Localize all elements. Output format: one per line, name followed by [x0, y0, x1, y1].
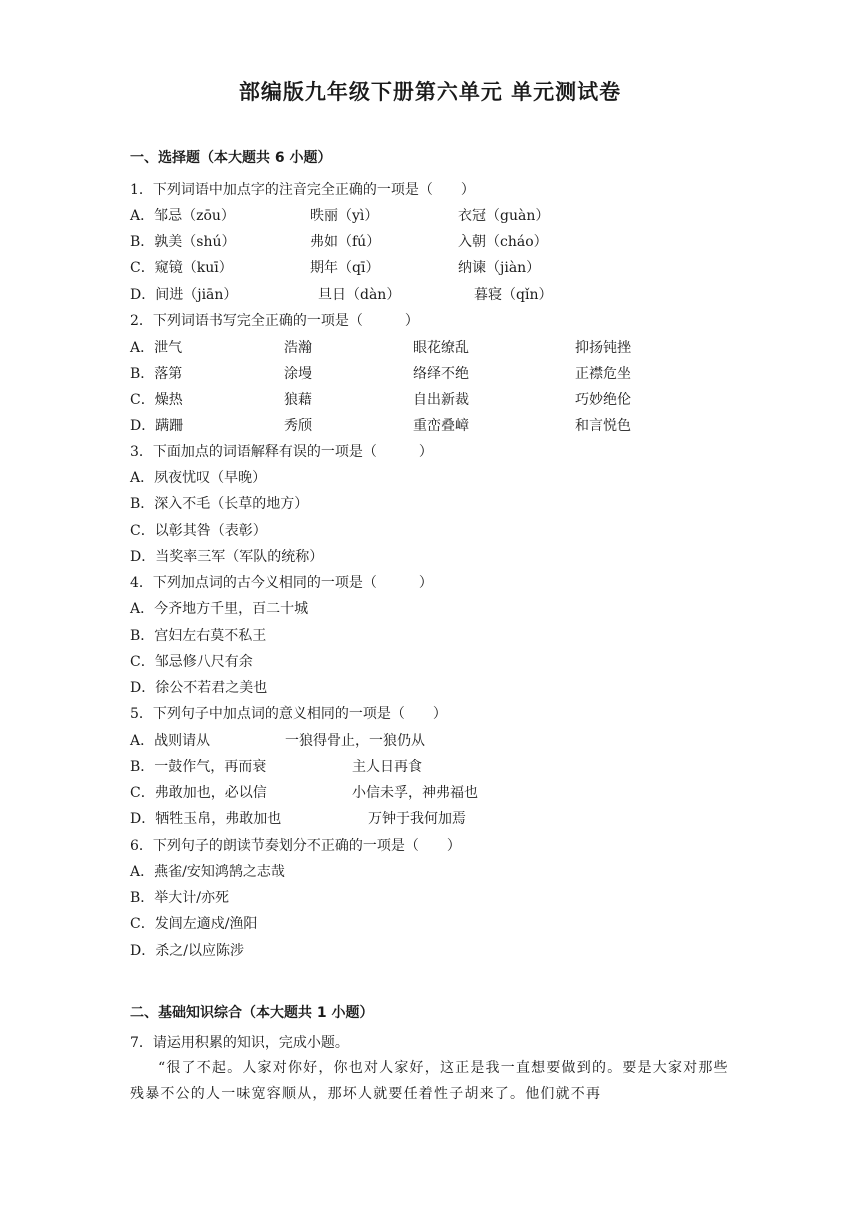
q5-c-1: C．弗敢加也，必以信	[130, 785, 267, 801]
q5-b-1: B．一鼓作气，再而衰	[130, 759, 267, 775]
q1-a-3: 衣冠（guàn）	[458, 208, 550, 224]
q1-d-1: D．间进（jiān）	[130, 287, 238, 303]
q2-b-4: 正襟危坐	[575, 366, 631, 382]
q2-c-4: 巧妙绝伦	[575, 392, 631, 408]
q1-b-2: 弗如（fú）	[310, 234, 381, 250]
q5-b-2: 主人日再食	[352, 759, 422, 775]
section-heading-choice: 一、选择题（本大题共 6 小题）	[130, 150, 332, 166]
q1-d-2: 旦日（dàn）	[318, 287, 401, 303]
q2-option-row	[130, 415, 730, 435]
question-3-stem: 3．下面加点的词语解释有误的一项是（ ）	[130, 444, 433, 460]
q5-a-1: A．战则请从	[130, 733, 211, 749]
q1-c-3: 纳谏（jiàn）	[458, 260, 541, 276]
q5-a-2: 一狼得骨止，一狼仍从	[285, 733, 425, 749]
q5-option-row	[130, 808, 730, 828]
question-1-stem: 1．下列词语中加点字的注音完全正确的一项是（ ）	[130, 182, 475, 198]
q2-option-row	[130, 363, 730, 383]
question-4-stem: 4．下列加点词的古今义相同的一项是（ ）	[130, 575, 433, 591]
q2-d-1: D．蹒跚	[130, 418, 184, 434]
q2-a-2: 浩瀚	[284, 340, 312, 356]
q1-option-row	[130, 257, 730, 277]
q5-c-2: 小信未孚，神弗福也	[352, 785, 478, 801]
q5-option-row	[130, 756, 730, 776]
q1-d-3: 暮寝（qǐn）	[474, 287, 553, 303]
q1-option-row	[130, 231, 730, 251]
q6-option-d: D．杀之/以应陈涉	[130, 943, 244, 959]
section-heading-basics: 二、基础知识综合（本大题共 1 小题）	[130, 1005, 374, 1021]
question-7-stem: 7．请运用积累的知识，完成小题。	[130, 1035, 349, 1051]
q5-option-row	[130, 730, 730, 750]
q5-option-row	[130, 782, 730, 802]
q2-option-row	[130, 389, 730, 409]
q1-option-row	[130, 284, 730, 304]
q6-option-c: C．发闾左適戍/渔阳	[130, 916, 258, 932]
q2-c-2: 狼藉	[284, 392, 312, 408]
q5-d-2: 万钟于我何加焉	[368, 811, 466, 827]
q1-option-row	[130, 205, 730, 225]
q2-d-4: 和言悦色	[575, 418, 631, 434]
q1-c-2: 期年（qī）	[310, 260, 380, 276]
q2-a-1: A．泄气	[130, 340, 183, 356]
q6-option-b: B．举大计/亦死	[130, 890, 230, 906]
page-title: 部编版九年级下册第六单元 单元测试卷	[238, 80, 622, 104]
q6-option-a: A．燕雀/安知鸿鹄之志哉	[130, 864, 285, 880]
q4-option-d: D．徐公不若君之美也	[130, 680, 268, 696]
question-6-stem: 6．下列句子的朗读节奏划分不正确的一项是（ ）	[130, 838, 461, 854]
q2-a-4: 抑扬钝挫	[575, 340, 631, 356]
q1-a-2: 昳丽（yì）	[310, 208, 379, 224]
q2-d-2: 秀颀	[284, 418, 312, 434]
q1-c-1: C．窥镜（kuī）	[130, 260, 233, 276]
q4-option-b: B．宫妇左右莫不私王	[130, 628, 267, 644]
q3-option-a: A．夙夜忧叹（早晚）	[130, 470, 267, 486]
q1-b-1: B．孰美（shú）	[130, 234, 236, 250]
question-5-stem: 5．下列句子中加点词的意义相同的一项是（ ）	[130, 706, 447, 722]
q2-option-row	[130, 337, 730, 357]
q2-c-1: C．燥热	[130, 392, 183, 408]
q1-b-3: 入朝（cháo）	[458, 234, 548, 250]
q5-d-1: D．牺牲玉帛，弗敢加也	[130, 811, 282, 827]
q1-a-1: A．邹忌（zōu）	[130, 208, 235, 224]
q3-option-d: D．当奖率三军（军队的统称）	[130, 549, 324, 565]
q4-option-c: C．邹忌修八尺有余	[130, 654, 253, 670]
q3-option-c: C．以彰其咎（表彰）	[130, 523, 267, 539]
q2-b-3: 络绎不绝	[413, 366, 469, 382]
q2-b-2: 涂墁	[284, 366, 312, 382]
q2-c-3: 自出新裁	[413, 392, 469, 408]
question-2-stem: 2．下列词语书写完全正确的一项是（ ）	[130, 313, 419, 329]
q7-passage: “很了不起。人家对你好，你也对人家好，这正是我一直想要做到的。要是大家对那些残暴不公的人一味宽容顺从，那坏人就要任着性子胡来了。他们就不再	[130, 1060, 729, 1102]
q2-a-3: 眼花缭乱	[413, 340, 469, 356]
q2-d-3: 重峦叠嶂	[413, 418, 469, 434]
q3-option-b: B．深入不毛（长草的地方）	[130, 496, 309, 512]
q4-option-a: A．今齐地方千里，百二十城	[130, 601, 309, 617]
q2-b-1: B．落第	[130, 366, 183, 382]
